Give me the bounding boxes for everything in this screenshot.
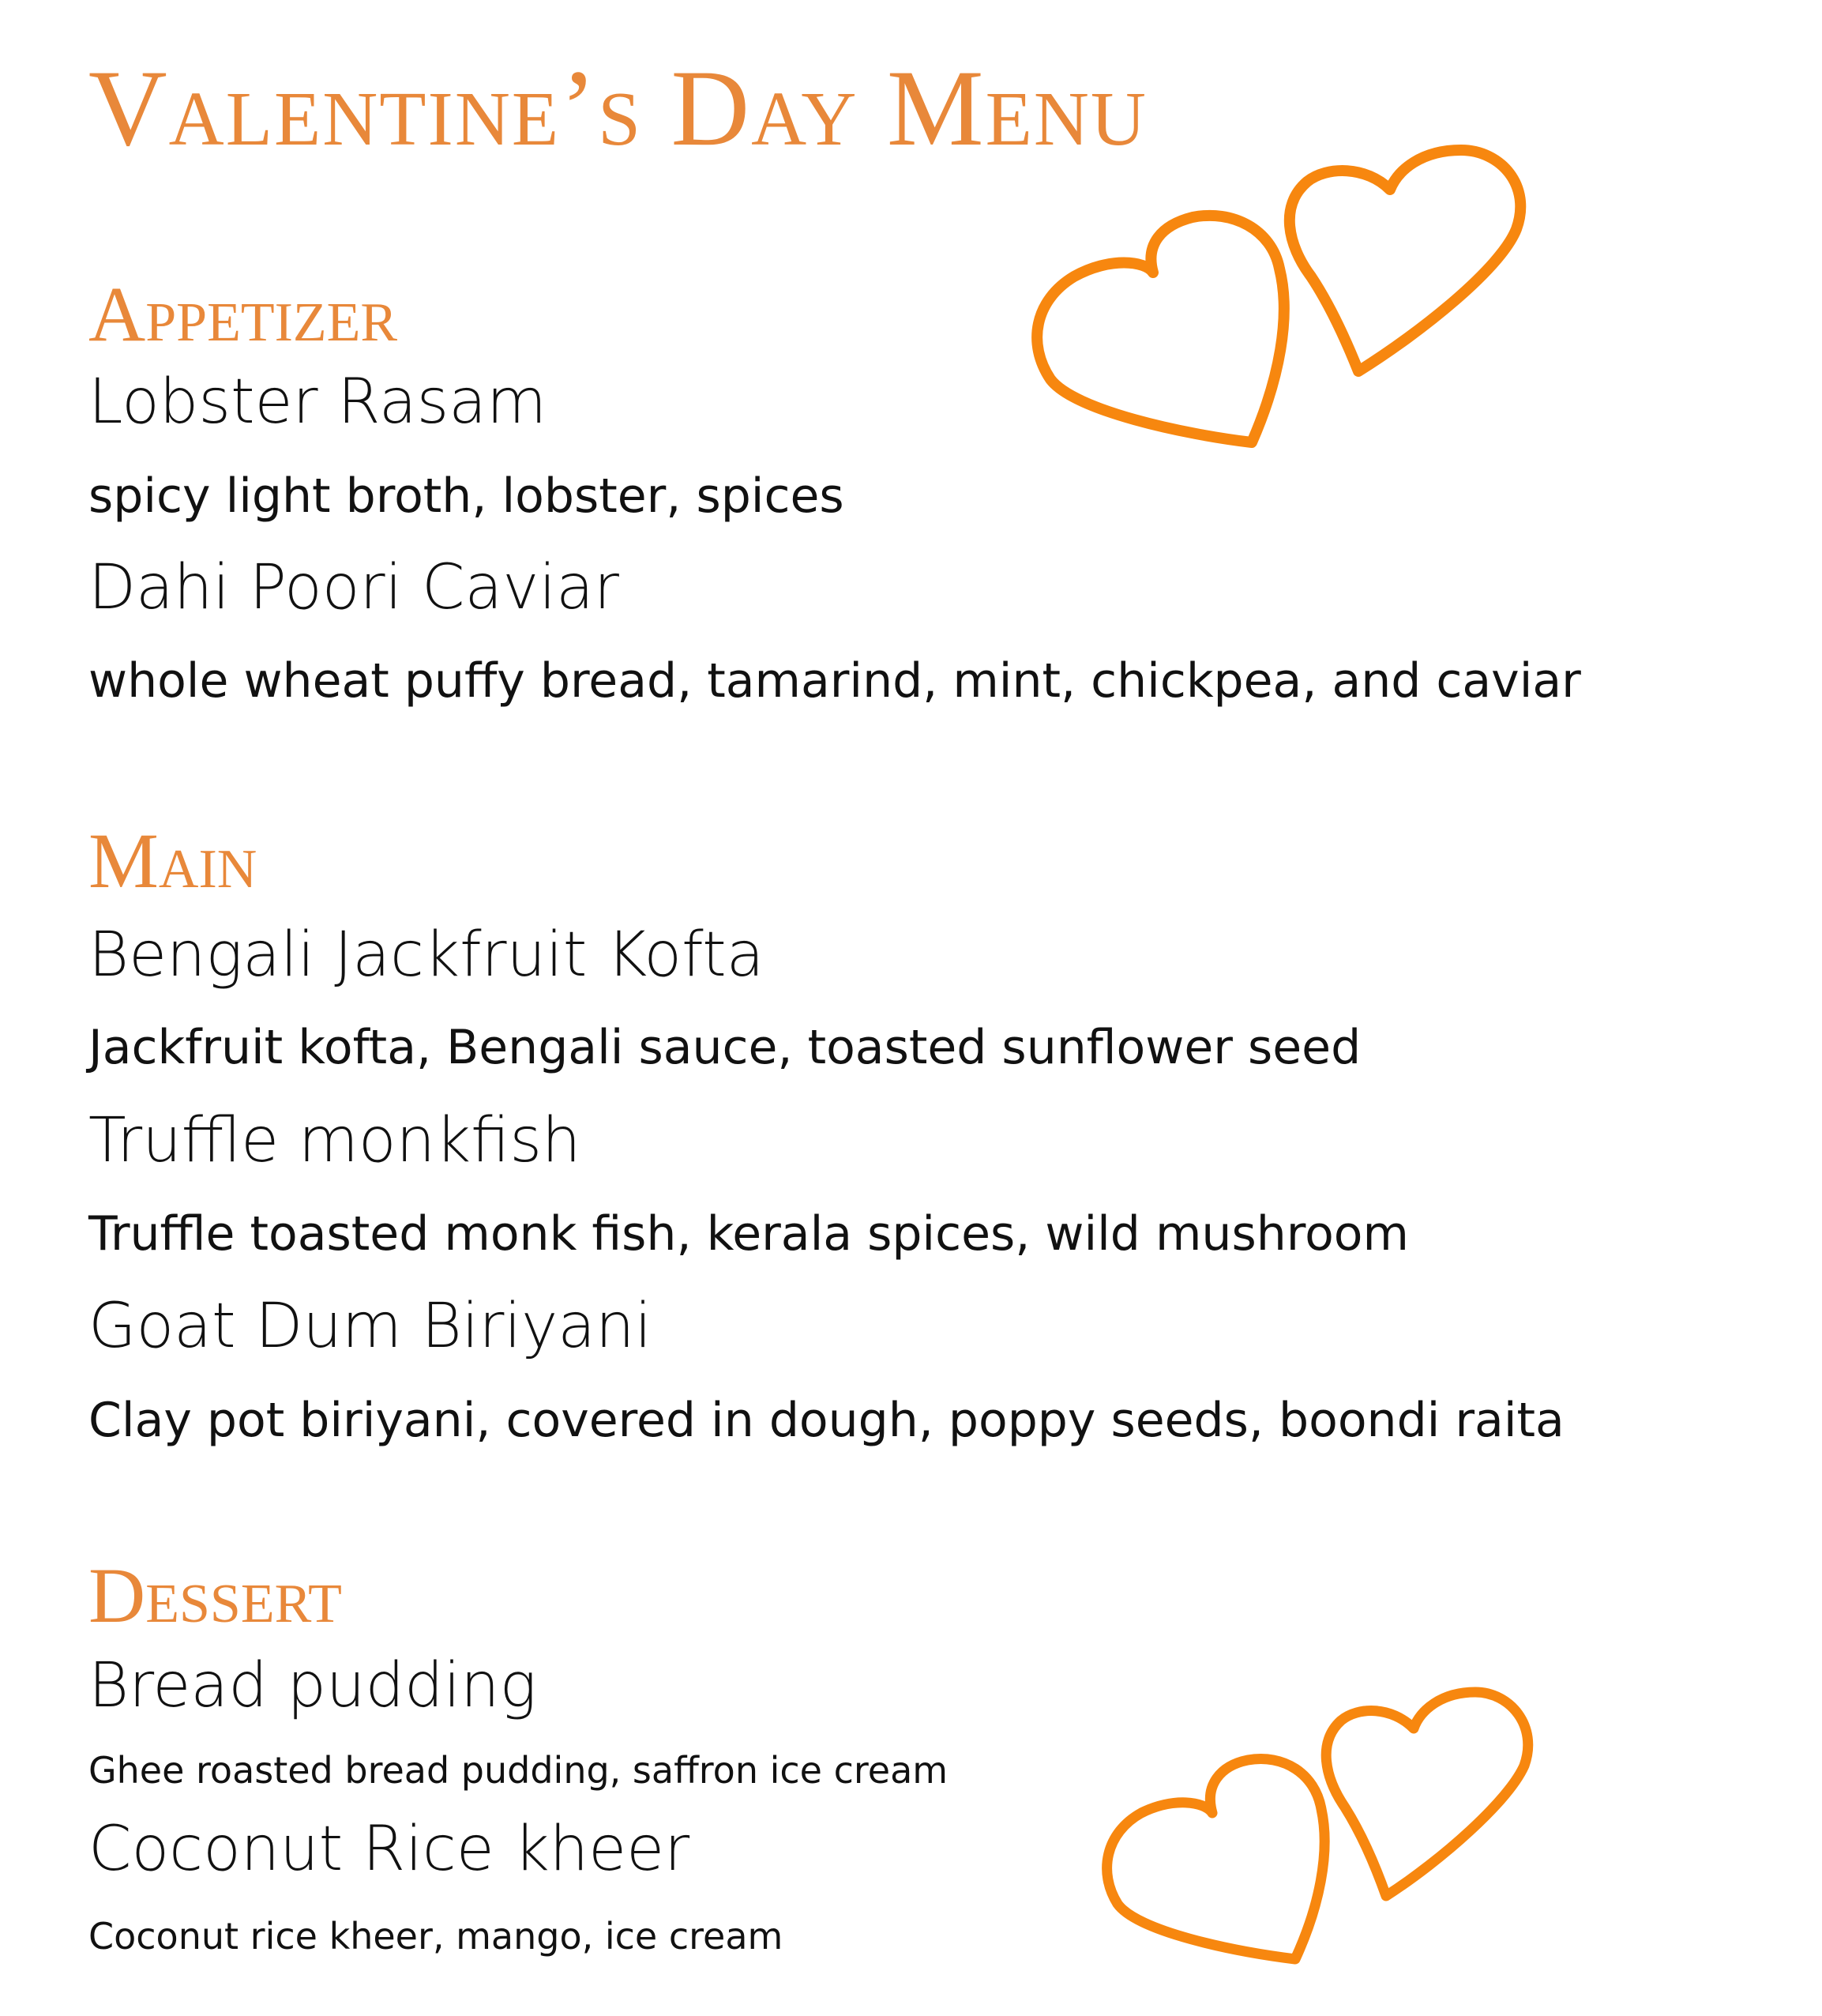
dish-description: Jackfruit kofta, Bengali sauce, toasted sunflower seed xyxy=(88,1020,1362,1075)
dish-description: Coconut rice kheer, mango, ice cream xyxy=(88,1915,783,1958)
dish-name: Bread pudding xyxy=(88,1650,537,1721)
dish-description: spicy light broth, lobster, spices xyxy=(88,468,844,524)
dish-description: Clay pot biriyani, covered in dough, poppy seeds, boondi raita xyxy=(88,1393,1565,1448)
section-heading-dessert: Dessert xyxy=(88,1551,342,1639)
dish-name: Truffle monkfish xyxy=(88,1105,581,1176)
dish-name: Bengali Jackfruit Kofta xyxy=(88,920,764,991)
dish-description: Ghee roasted bread pudding, saffron ice cream xyxy=(88,1749,949,1792)
section-heading-main: Main xyxy=(88,817,257,905)
dish-name: Lobster Rasam xyxy=(88,367,547,438)
dish-name: Dahi Poori Caviar xyxy=(88,552,619,623)
double-heart-icon xyxy=(1027,142,1548,466)
dish-description: Truffle toasted monk fish, kerala spices, wild mushroom xyxy=(88,1206,1409,1262)
dish-name: Goat Dum Biriyani xyxy=(88,1291,652,1362)
section-heading-appetizer: Appetizer xyxy=(88,270,398,358)
dish-name: Coconut Rice kheer xyxy=(88,1814,690,1885)
dish-description: whole wheat puffy bread, tamarind, mint, chickpea, and caviar xyxy=(88,653,1581,709)
double-heart-icon xyxy=(1098,1683,1548,1983)
menu-title: Valentine’s Day Menu xyxy=(88,47,1148,168)
